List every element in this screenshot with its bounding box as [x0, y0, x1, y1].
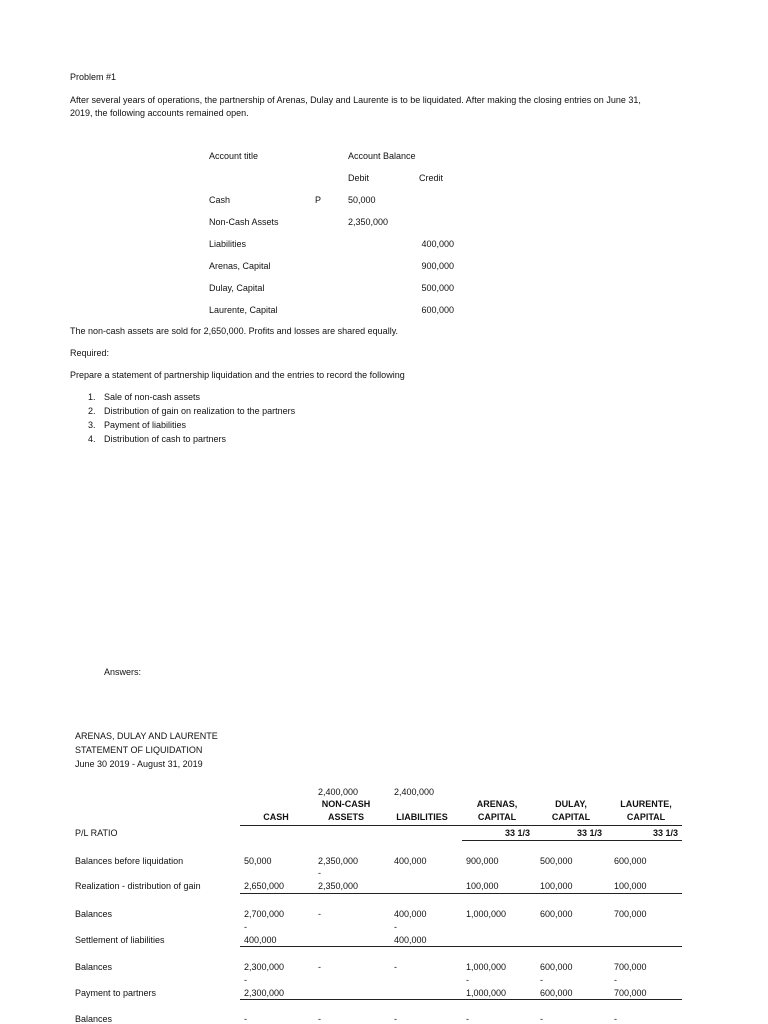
- account-row-credit: 600,000: [421, 305, 454, 315]
- list-item-number: 2.: [88, 406, 96, 416]
- problem-intro-line2: 2019, the following accounts remained open.: [70, 108, 249, 118]
- cell-cash: -: [244, 1014, 247, 1024]
- header-cash: CASH: [263, 812, 289, 822]
- account-row-title: Non-Cash Assets: [209, 217, 279, 227]
- cell-noncash: 2,350,000: [318, 856, 359, 866]
- cell-cash: 2,300,000: [244, 962, 285, 972]
- col-account-balance: Account Balance: [348, 151, 416, 161]
- minus-sign: -: [394, 922, 397, 932]
- minus-sign: -: [540, 975, 543, 985]
- cell-liabilities: 400,000: [394, 935, 427, 945]
- ratio-laurente: 33 1/3: [652, 828, 678, 838]
- cell-arenas: 100,000: [466, 881, 499, 891]
- sold-text: The non-cash assets are sold for 2,650,000. Profits and losses are shared equally.: [70, 326, 399, 336]
- list-item: Payment of liabilities: [104, 420, 187, 430]
- header-laurente: LAURENTE,: [620, 799, 672, 809]
- list-item: Distribution of gain on realization to the partners: [104, 406, 296, 416]
- minus-sign: -: [318, 868, 321, 878]
- cell-laurente: 700,000: [614, 988, 647, 998]
- header-noncash-2: ASSETS: [327, 812, 364, 822]
- statement-period: June 30 2019 - August 31, 2019: [75, 759, 203, 769]
- list-item-number: 3.: [88, 420, 96, 430]
- cell-cash: 2,650,000: [244, 881, 285, 891]
- cell-noncash: -: [318, 1014, 321, 1024]
- account-row-title: Laurente, Capital: [209, 305, 278, 315]
- cell-laurente: -: [614, 1014, 617, 1024]
- list-item-number: 4.: [88, 434, 96, 444]
- row-label: Balances: [75, 962, 113, 972]
- cell-arenas: 1,000,000: [466, 962, 507, 972]
- cell-laurente: 700,000: [614, 962, 647, 972]
- minus-sign: -: [244, 975, 247, 985]
- row-label: Balances: [75, 1014, 113, 1024]
- cell-noncash: 2,350,000: [318, 881, 359, 891]
- account-row-credit: 500,000: [421, 283, 454, 293]
- cell-dulay: 600,000: [540, 988, 573, 998]
- prepare-text: Prepare a statement of partnership liquidation and the entries to record the following: [70, 370, 405, 380]
- pl-ratio-label: P/L RATIO: [75, 828, 118, 838]
- liabilities-total: 2,400,000: [394, 787, 435, 797]
- row-label: Balances before liquidation: [75, 856, 184, 866]
- cell-laurente: 600,000: [614, 856, 647, 866]
- list-item-number: 1.: [88, 392, 96, 402]
- cell-cash: 2,300,000: [244, 988, 285, 998]
- cell-dulay: 100,000: [540, 881, 573, 891]
- peso-sign: P: [315, 195, 322, 205]
- minus-sign: -: [466, 975, 469, 985]
- header-noncash: NON-CASH: [321, 799, 371, 809]
- ratio-dulay: 33 1/3: [576, 828, 602, 838]
- header-arenas: ARENAS,: [476, 799, 518, 809]
- cell-cash: 400,000: [244, 935, 277, 945]
- row-label: Settlement of liabilities: [75, 935, 165, 945]
- account-row-title: Arenas, Capital: [209, 261, 271, 271]
- row-label: Payment to partners: [75, 988, 157, 998]
- account-row-credit: 400,000: [421, 239, 454, 249]
- cell-laurente: 100,000: [614, 881, 647, 891]
- account-row-title: Liabilities: [209, 239, 247, 249]
- row-rule: [240, 893, 682, 894]
- cell-cash: 50,000: [244, 856, 272, 866]
- cell-noncash: -: [318, 962, 321, 972]
- account-row-debit: 50,000: [348, 195, 376, 205]
- header-liabilities: LIABILITIES: [396, 812, 448, 822]
- ratio-rule: [462, 840, 682, 841]
- ratio-arenas: 33 1/3: [504, 828, 530, 838]
- account-row-debit: 2,350,000: [348, 217, 389, 227]
- header-arenas-2: CAPITAL: [477, 812, 517, 822]
- header-rule: [240, 825, 682, 826]
- cell-arenas: 1,000,000: [466, 988, 507, 998]
- cell-noncash: -: [318, 909, 321, 919]
- row-rule: [240, 999, 682, 1000]
- cell-dulay: 600,000: [540, 962, 573, 972]
- cell-laurente: 700,000: [614, 909, 647, 919]
- noncash-total: 2,400,000: [318, 787, 359, 797]
- account-row-credit: 900,000: [421, 261, 454, 271]
- problem-intro-line1: After several years of operations, the partnership of Arenas, Dulay and Laurente is to be liquidated. After making the closing entries on June 31,: [70, 95, 641, 105]
- minus-sign: -: [614, 975, 617, 985]
- col-account-title: Account title: [209, 151, 259, 161]
- account-row-title: Cash: [209, 195, 231, 205]
- cell-liabilities: 400,000: [394, 856, 427, 866]
- cell-arenas: 1,000,000: [466, 909, 507, 919]
- row-label: Realization - distribution of gain: [75, 881, 201, 891]
- cell-liabilities: -: [394, 1014, 397, 1024]
- list-item: Distribution of cash to partners: [104, 434, 227, 444]
- cell-cash: 2,700,000: [244, 909, 285, 919]
- header-laurente-2: CAPITAL: [626, 812, 666, 822]
- account-row-title: Dulay, Capital: [209, 283, 265, 293]
- header-dulay-2: CAPITAL: [551, 812, 591, 822]
- header-dulay: DULAY,: [555, 799, 587, 809]
- cell-liabilities: 400,000: [394, 909, 427, 919]
- row-label: Balances: [75, 909, 113, 919]
- problem-heading: Problem #1: [70, 72, 117, 82]
- cell-dulay: -: [540, 1014, 543, 1024]
- cell-arenas: 900,000: [466, 856, 499, 866]
- col-debit: Debit: [348, 173, 370, 183]
- minus-sign: -: [244, 922, 247, 932]
- cell-arenas: -: [466, 1014, 469, 1024]
- row-rule: [240, 946, 682, 947]
- statement-title: ARENAS, DULAY AND LAURENTE: [75, 731, 218, 741]
- cell-liabilities: -: [394, 962, 397, 972]
- list-item: Sale of non-cash assets: [104, 392, 201, 402]
- answers-label: Answers:: [104, 667, 142, 677]
- required-label: Required:: [70, 348, 110, 358]
- statement-subtitle: STATEMENT OF LIQUIDATION: [75, 745, 203, 755]
- cell-dulay: 500,000: [540, 856, 573, 866]
- col-credit: Credit: [419, 173, 444, 183]
- cell-dulay: 600,000: [540, 909, 573, 919]
